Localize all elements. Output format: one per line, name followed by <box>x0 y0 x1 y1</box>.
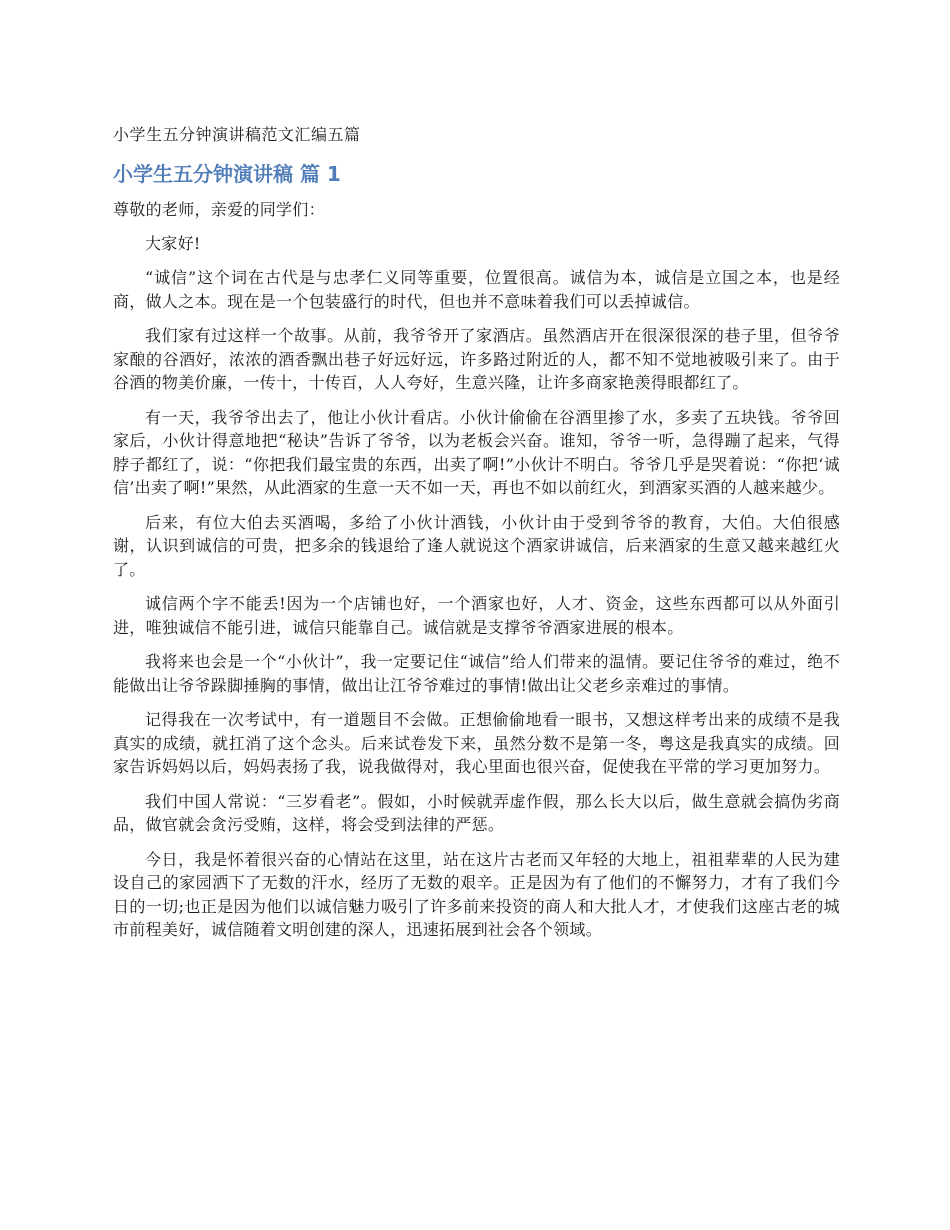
paragraph: 今日，我是怀着很兴奋的心情站在这里，站在这片古老而又年轻的大地上，祖祖辈辈的人民为建设自己的家园洒下了无数的汗水，经历了无数的艰辛。正是因为有了他们的不懈努力，才有了我们今日的一切;也正是因为他们以诚信魅力吸引了许多前来投资的商人和大批人才，才使我们这座古老的城市前程美好，诚信随着文明创建的深人，迅速拓展到社会各个领域。 <box>113 849 840 939</box>
paragraph: “诚信”这个词在古代是与忠孝仁义同等重要，位置很高。诚信为本，诚信是立国之本，也是经商，做人之本。现在是一个包装盛行的时代，但也并不意味着我们可以丢掉诚信。 <box>113 268 840 311</box>
paragraph-greeting: 大家好! <box>145 233 201 253</box>
paragraph: 有一天，我爷爷出去了，他让小伙计看店。小伙计偷偷在谷酒里掺了水，多卖了五块钱。爷爷回家后，小伙计得意地把“秘诀”告诉了爷爷，以为老板会兴奋。谁知，爷爷一听，急得蹦了起来，气得脖子都红了，说：“你把我们最宝贵的东西，出卖了啊!”小伙计不明白。爷爷几乎是哭着说：“你把‘诚信’出卖了啊!”果然，从此酒家的生意一天不如一天，再也不如以前红火，到酒家买酒的人越来越少。 <box>113 407 840 497</box>
salutation: 尊敬的老师，亲爱的同学们： <box>113 200 325 219</box>
document-page <box>113 122 840 953</box>
paragraph: 我将来也会是一个“小伙计”，我一定要记住“诚信”给人们带来的温情。要记住爷爷的难过，绝不能做出让爷爷跺脚捶胸的事情，做出让江爷爷难过的事情!做出让父老乡亲难过的事情。 <box>113 652 840 695</box>
paragraph: 后来，有位大伯去买酒喝，多给了小伙计酒钱，小伙计由于受到爷爷的教育，大伯。大伯很感谢，认识到诚信的可贵，把多余的钱退给了逢人就说这个酒家讲诚信，后来酒家的生意又越来越红火了。 <box>113 512 840 579</box>
document-title: 小学生五分钟演讲稿范文汇编五篇 <box>113 125 361 144</box>
section-heading: 小学生五分钟演讲稿 篇 1 <box>113 162 341 186</box>
paragraph: 我们家有过这样一个故事。从前，我爷爷开了家酒店。虽然酒店开在很深很深的巷子里，但爷爷家酿的谷酒好，浓浓的酒香飘出巷子好远好远，许多路过附近的人，都不知不觉地被吸引来了。由于谷酒的物美价廉，一传十，十传百，人人夸好，生意兴隆，让许多商家艳羡得眼都红了。 <box>113 326 840 392</box>
paragraph: 记得我在一次考试中，有一道题目不会做。正想偷偷地看一眼书，又想这样考出来的成绩不是我真实的成绩，就扛消了这个念头。后来试卷发下来，虽然分数不是第一冬，粤这是我真实的成绩。回家告诉妈妈以后，妈妈表扬了我，说我做得对，我心里面也很兴奋，促使我在平常的学习更加努力。 <box>113 710 840 776</box>
paragraph: 诚信两个字不能丢!因为一个店铺也好，一个酒家也好，人才、资金，这些东西都可以从外面引进，唯独诚信不能引进，诚信只能靠自己。诚信就是支撑爷爷酒家进展的根本。 <box>113 594 840 637</box>
paragraph: 我们中国人常说：“三岁看老”。假如，小时候就弄虚作假，那么长大以后，做生意就会搞伪劣商品，做官就会贪污受贿，这样，将会受到法律的严惩。 <box>113 791 840 834</box>
